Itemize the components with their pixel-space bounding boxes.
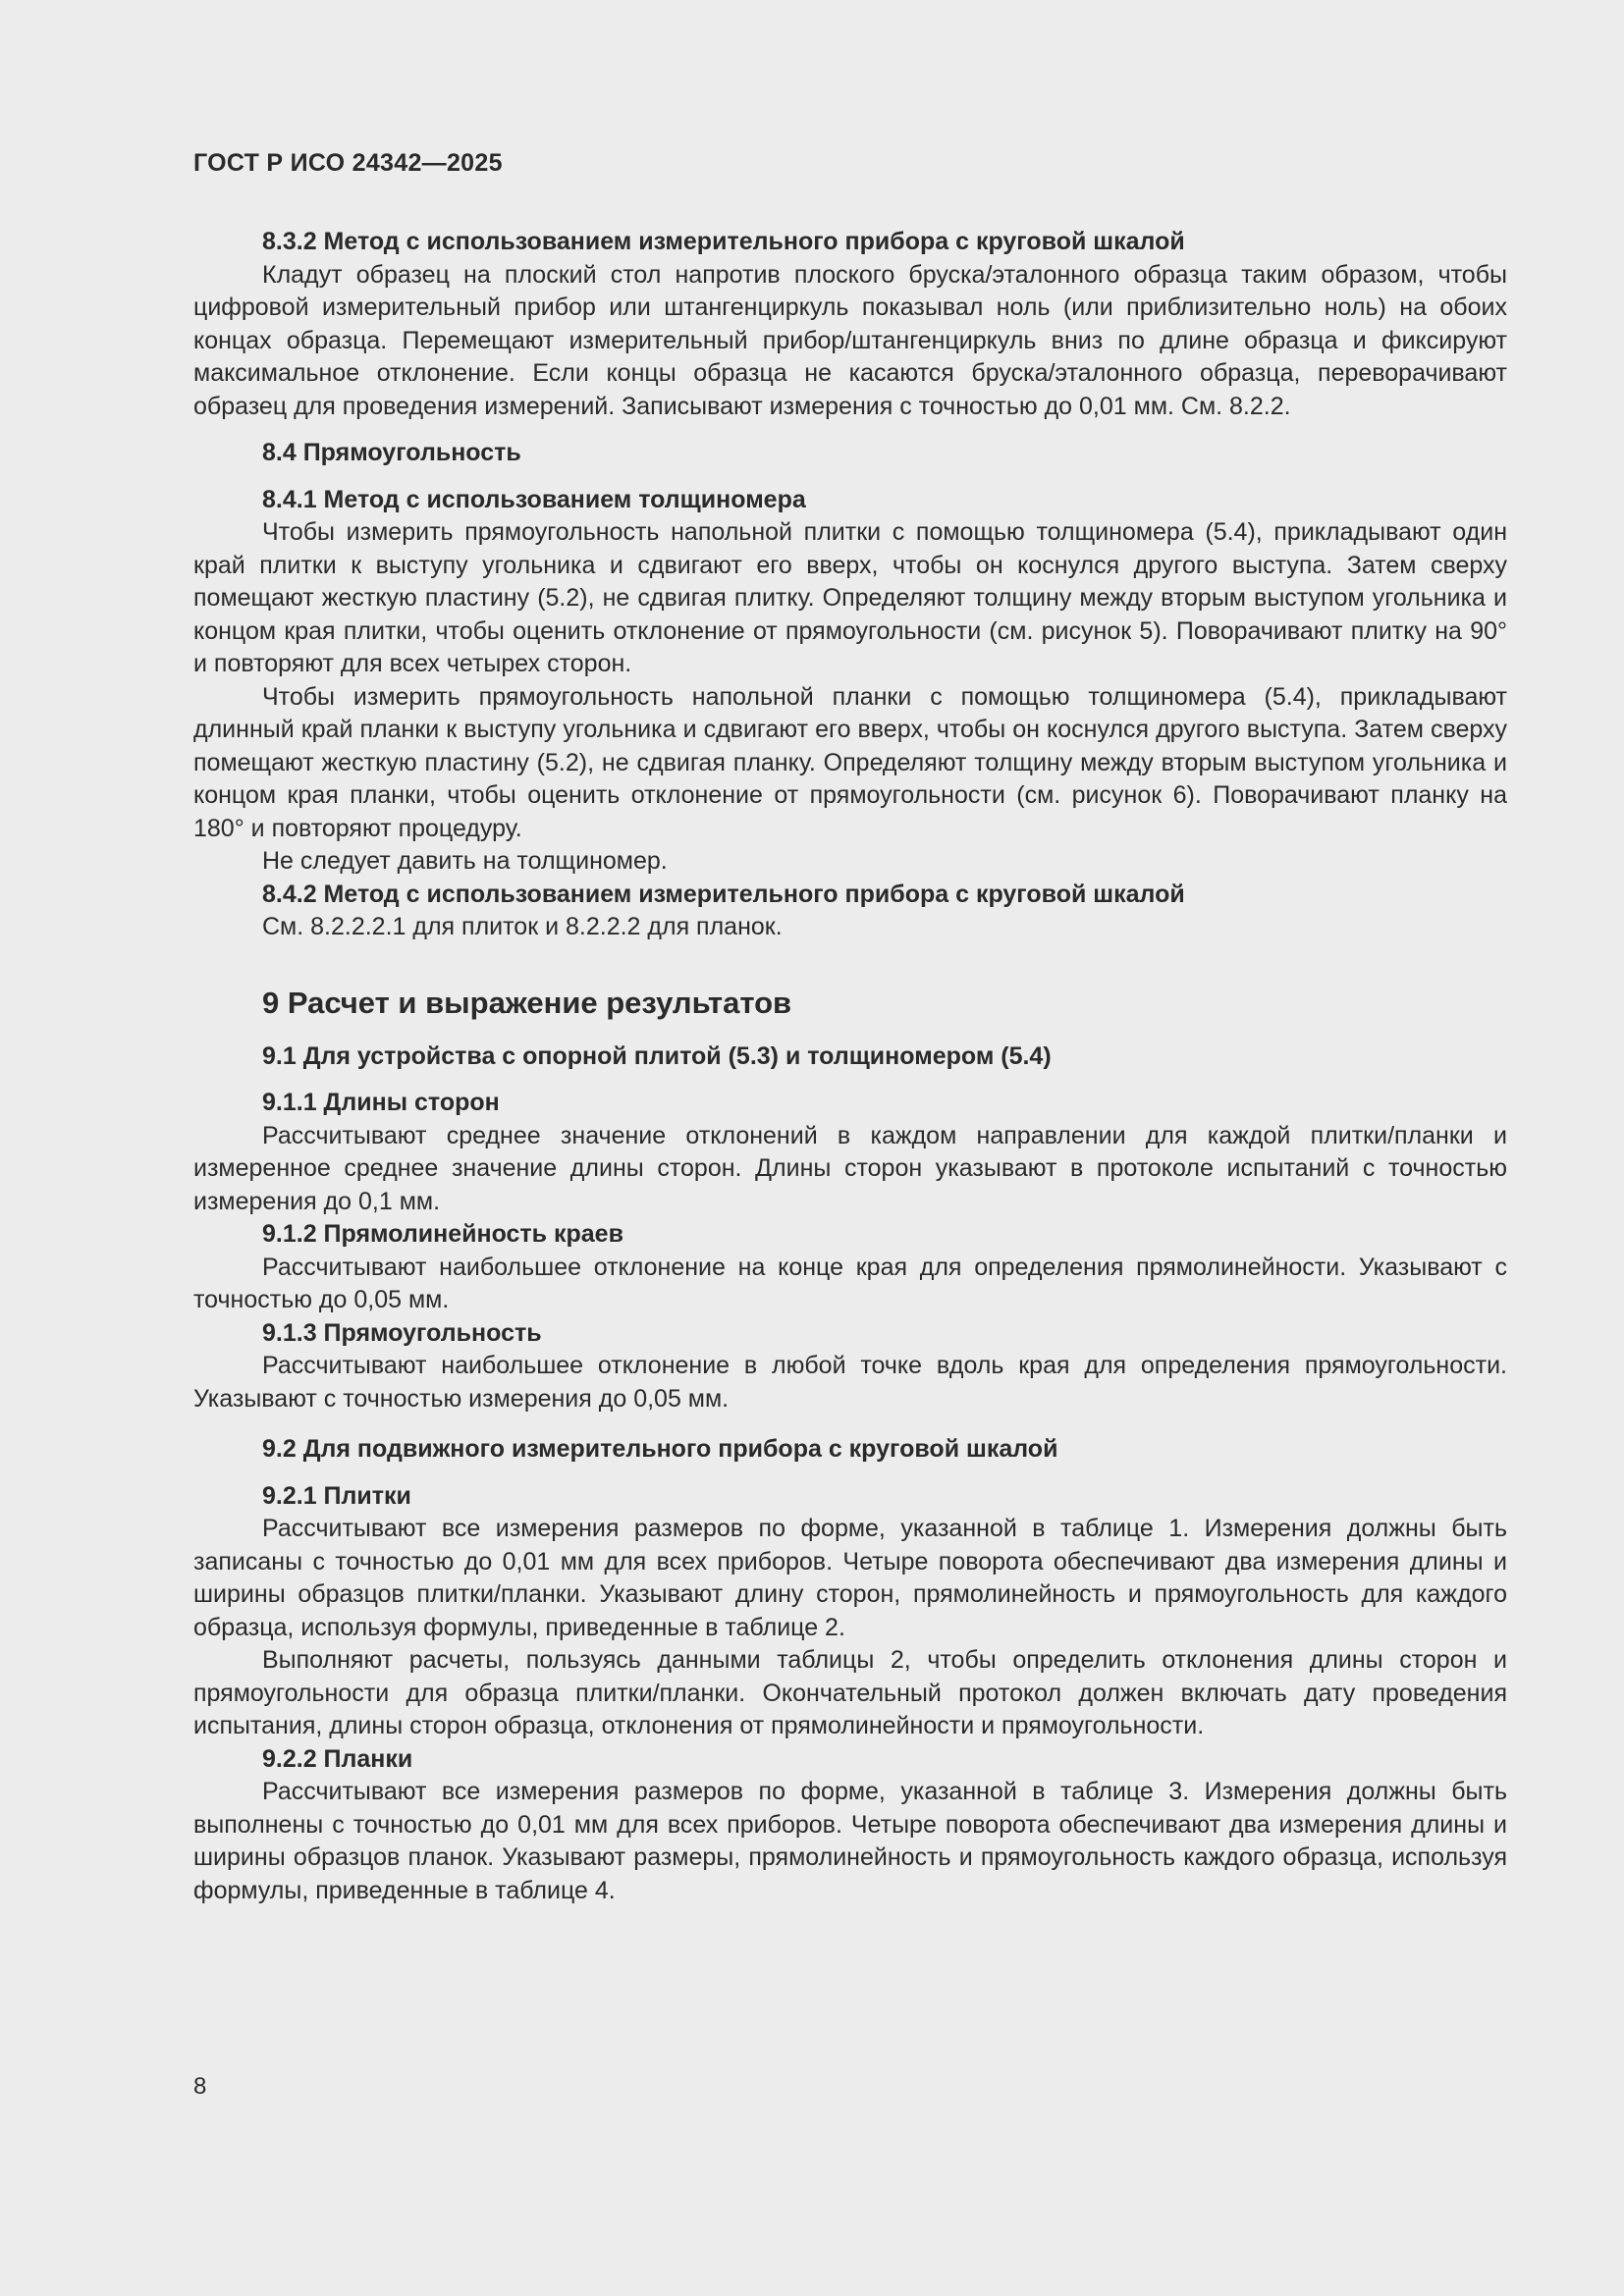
section-heading-9-1-2: 9.1.2 Прямолинейность краев — [262, 1220, 623, 1248]
paragraph: Чтобы измерить прямоугольность напольной плитки с помощью толщиномера (5.4), прикладывают один край плитки к выступу угольника и сдвигают его вверх, чтобы он коснулся другого выступа. Затем сверху помещают жесткую пластину (5.2), не сдвигая плитку. Определяют толщину между вторым выступом угольника и концом края плитки, чтобы оценить отклонение от прямоугольности (см. рисунок 5). Поворачивают плитку на 90° и повторяют для всех четырех сторон. — [193, 518, 1507, 677]
section-heading-9-1: 9.1 Для устройства с опорной плитой (5.3) и толщиномером (5.4) — [262, 1041, 1052, 1070]
paragraph: Рассчитывают все измерения размеров по форме, указанной в таблице 1. Измерения должны быть записаны с точностью до 0,01 мм для всех приборов. Четыре поворота обеспечивают два измерения длины и ширины образцов плитки/планки. Указывают длину сторон, прямолинейность и прямоугольность для каждого образца, используя формулы, приведенные в таблице 2. — [193, 1515, 1507, 1641]
section-heading-8-4: 8.4 Прямоугольность — [262, 439, 521, 466]
paragraph: Чтобы измерить прямоугольность напольной планки с помощью толщиномера (5.4), прикладывают длинный край планки к выступу угольника и сдвигают его вверх, чтобы он коснулся другого выступа. Затем сверху помещают жесткую пластину (5.2), не сдвигая планку. Определяют толщину между вторым выступом угольника и концом края планки, чтобы оценить отклонение от прямоугольности (см. рисунок 6). Поворачивают планку на 180° и повторяют процедуру. — [193, 682, 1507, 842]
section-heading-9-1-1: 9.1.1 Длины сторон — [262, 1089, 500, 1116]
section-heading-9-2: 9.2 Для подвижного измерительного прибора с круговой шкалой — [262, 1435, 1058, 1463]
paragraph: Рассчитывают наибольшее отклонение на конце края для определения прямолинейности. Указывают с точностью до 0,05 мм. — [193, 1253, 1507, 1313]
section-heading-9-2-1: 9.2.1 Плитки — [262, 1481, 411, 1510]
paragraph: См. 8.2.2.2.1 для плиток и 8.2.2.2 для планок. — [262, 913, 783, 940]
paragraph: Рассчитывают среднее значение отклонений в каждом направлении для каждой плитки/планки и измеренное среднее значение длины сторон. Длины сторон указывают в протоколе испытаний с точностью измерения до 0,1 мм. — [193, 1121, 1507, 1215]
section-heading-9-2-2: 9.2.2 Планки — [262, 1744, 413, 1773]
section-heading-9: 9 Расчет и выражение результатов — [262, 985, 792, 1020]
page-number: 8 — [193, 2073, 207, 2100]
section-heading-8-4-1: 8.4.1 Метод с использованием толщиномера — [262, 485, 806, 513]
document-header: ГОСТ Р ИСО 24342—2025 — [193, 149, 503, 177]
paragraph: Рассчитывают все измерения размеров по форме, указанной в таблице 3. Измерения должны быть выполнены с точностью до 0,01 мм для всех приборов. Четыре поворота обеспечивают два измерения длины и ширины образцов планок. Указывают размеры, прямолинейность и прямоугольность каждого образца, используя формулы, приведенные в таблице 4. — [193, 1778, 1507, 1904]
paragraph: Не следует давить на толщиномер. — [262, 847, 668, 875]
paragraph: Кладут образец на плоский стол напротив плоского бруска/эталонного образца таким образом, чтобы цифровой измерительный прибор или штангенциркуль показывал ноль (или приблизительно ноль) на обоих концах образца. Перемещают измерительный прибор/штангенциркуль вниз по длине образца и фиксируют максимальное отклонение. Если концы образца не касаются бруска/эталонного образца, переворачивают образец для проведения измерений. Записывают измерения с точностью до 0,01 мм. См. 8.2.2. — [193, 260, 1507, 420]
document-body — [193, 226, 1507, 1907]
paragraph: Рассчитывают наибольшее отклонение в любой точке вдоль края для определения прямоугольности. Указывают с точностью измерения до 0,05 мм. — [193, 1352, 1507, 1413]
section-heading-8-3-2: 8.3.2 Метод с использованием измерительного прибора с круговой шкалой — [262, 228, 1185, 255]
paragraph: Выполняют расчеты, пользуясь данными таблицы 2, чтобы определить отклонения длины сторон и прямоугольности для образца плитки/планки. Окончательный протокол должен включать дату проведения испытания, длины сторон образца, отклонения от прямолинейности и прямоугольности. — [193, 1646, 1507, 1739]
section-heading-8-4-2: 8.4.2 Метод с использованием измерительного прибора с круговой шкалой — [262, 880, 1185, 908]
section-heading-9-1-3: 9.1.3 Прямоугольность — [262, 1318, 542, 1347]
